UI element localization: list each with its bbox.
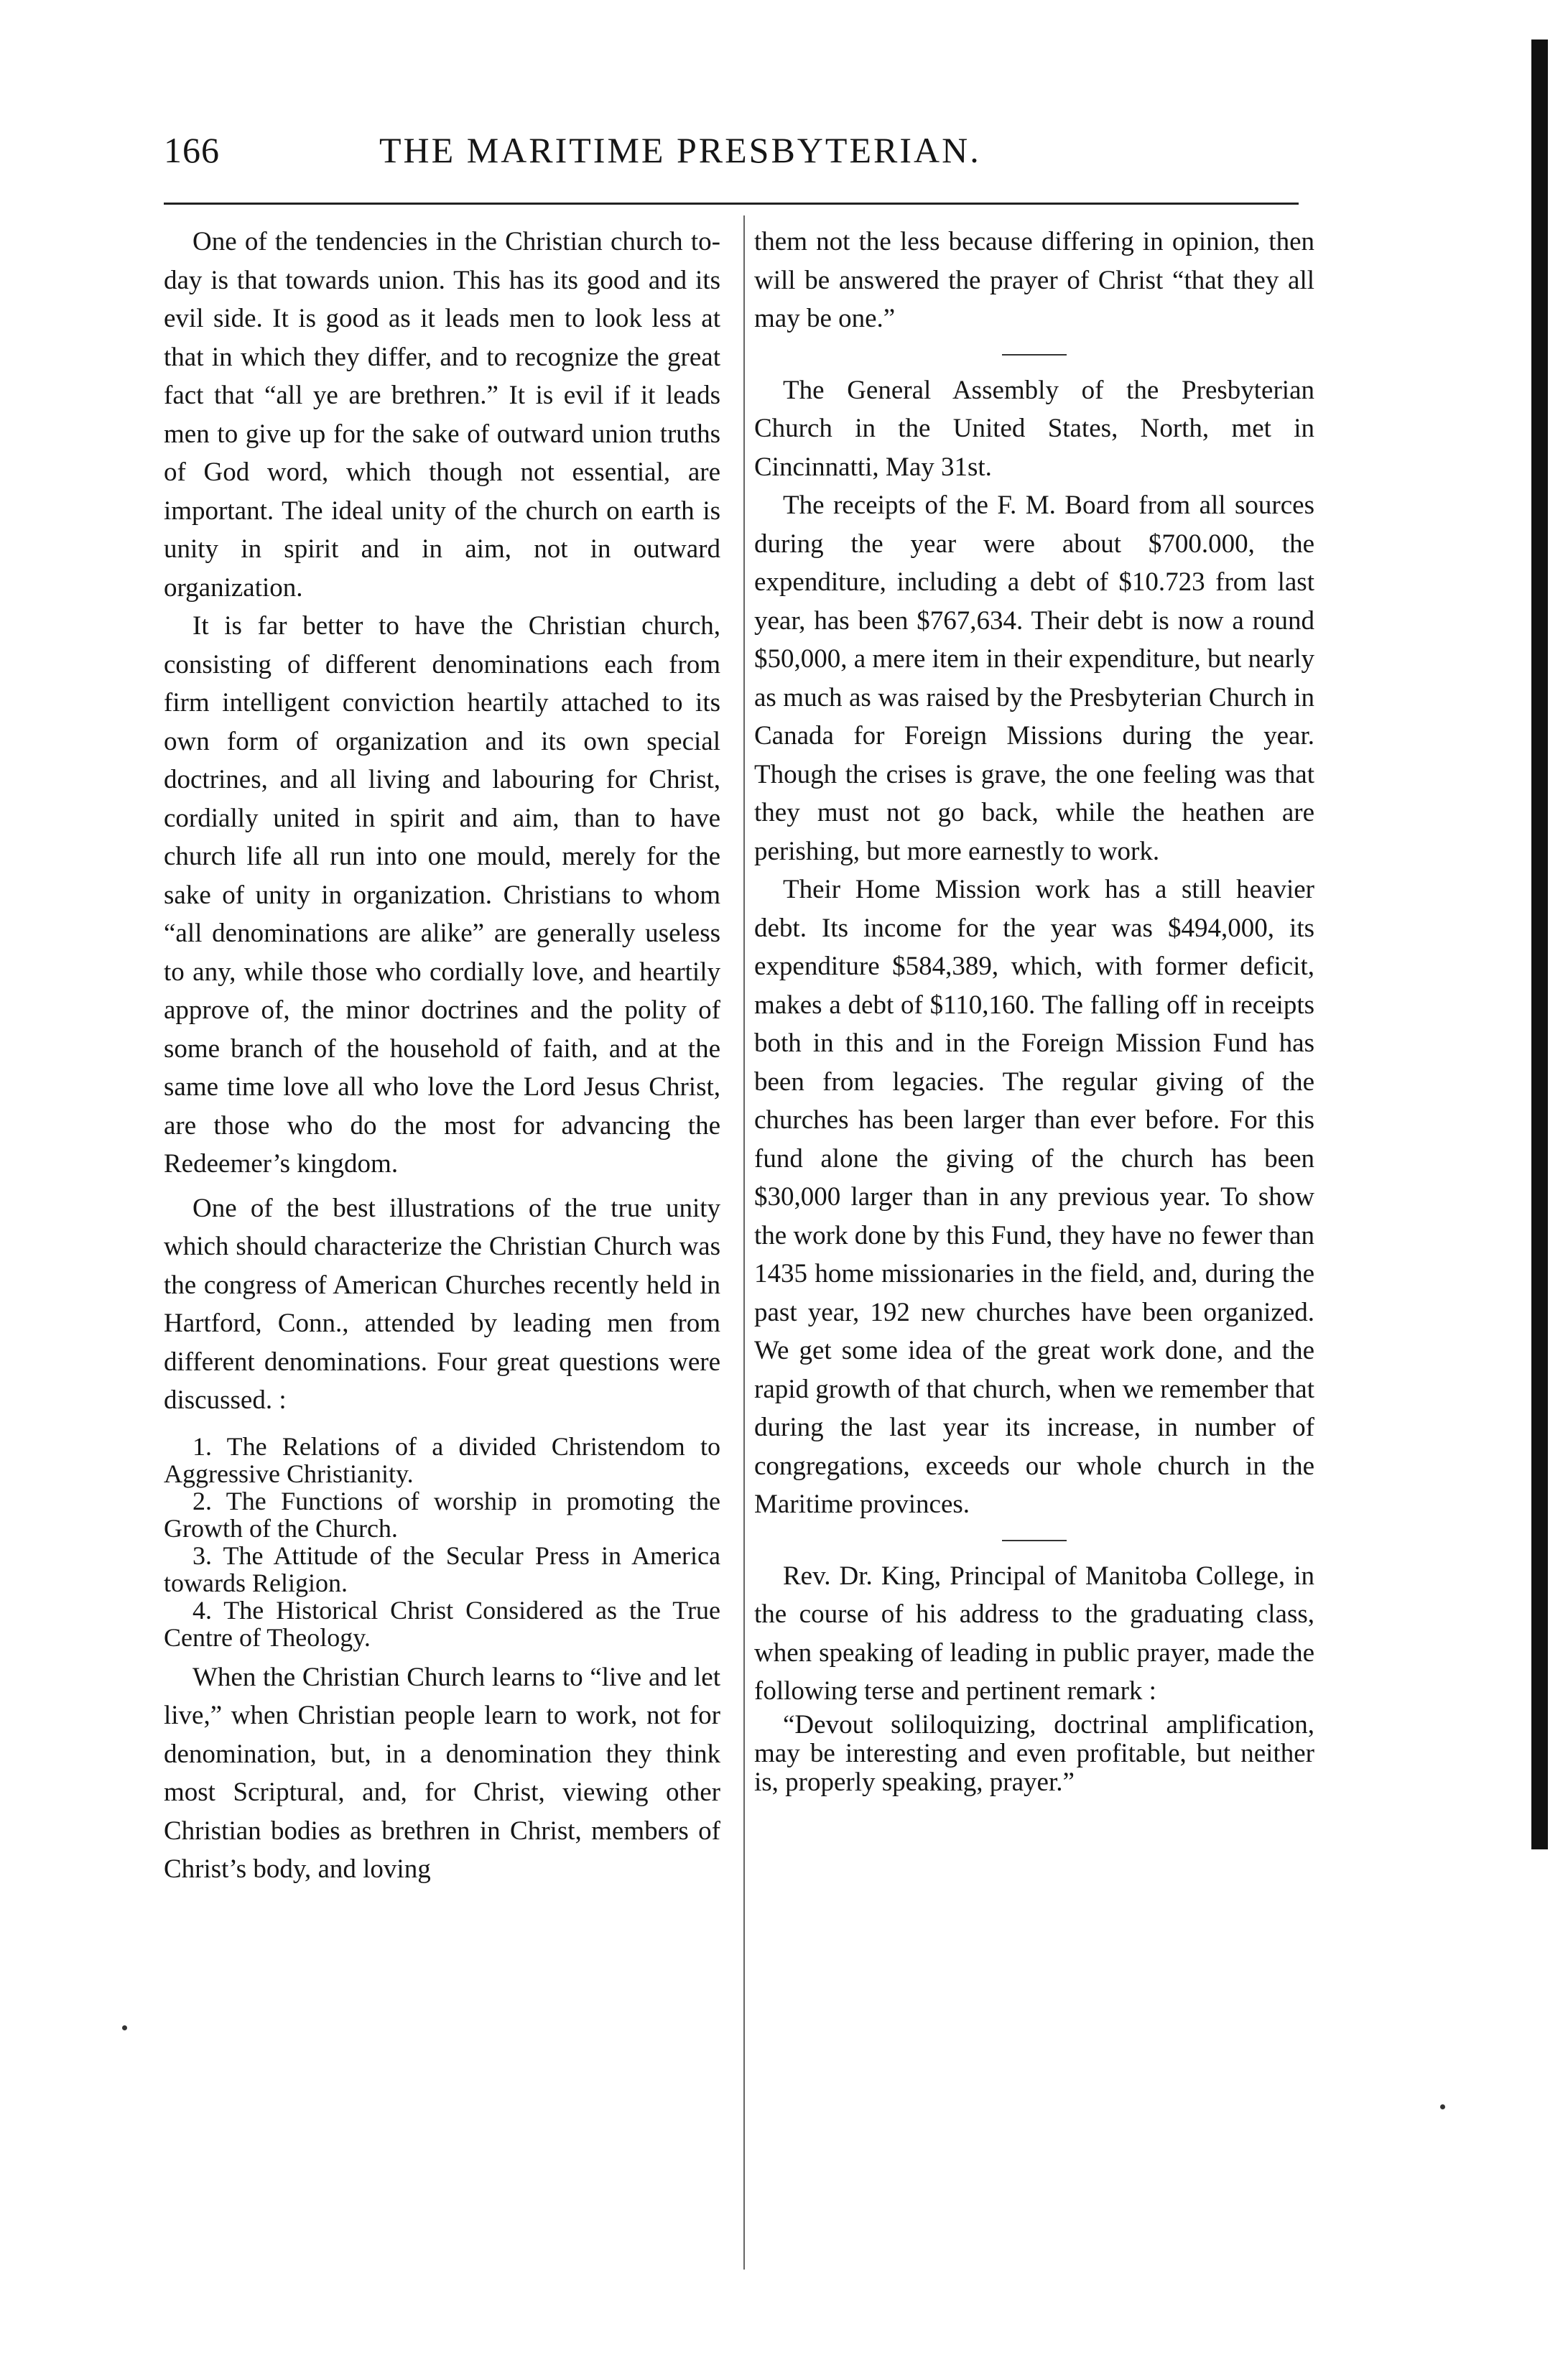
question-item: 1. The Relations of a divided Christendom to Aggressive Christianity. [164,1431,720,1488]
paragraph: The General Assembly of the Presbyterian Church in the United States, North, met in Cincinnatti, May 31st. [754,375,1314,482]
question-item: 4. The Historical Christ Considered as the True Centre of Theology. [164,1595,720,1652]
ink-speck [122,2025,127,2030]
quotation: “Devout soliloquizing, doctrinal amplification, may be interesting and even profitable, but neither is, properly speaking, prayer.” [754,1709,1314,1797]
paragraph: Their Home Mission work has a still heavier debt. Its income for the year was $494,000, its expenditure $584,389, which, with former deficit, makes a debt of $110,160. The falling off in receipts both in this and in the Foreign Mission Fund has been from legacies. The regular giving of the churches has been larger than ever before. For this fund alone the giving of the church has been $30,000 larger than in any previous year. To show the work done by this Fund, they have no fewer than 1435 home missionaries in the field, and, during the past year, 192 new churches have been organized. We get some idea of the great work done, and the rapid growth of that church, when we remember that during the last year its increase, in number of congregations, exceeds our whole church in the Maritime provinces. [754,875,1314,1519]
column-divider [743,215,745,2270]
paragraph: Rev. Dr. King, Principal of Manitoba College, in the course of his address to the graduating class, when speaking of leading in public prayer, made the following terse and pertinent remark : [754,1561,1314,1706]
section-rule [1002,1540,1067,1541]
page-edge-bar [1531,40,1548,1849]
running-title: THE MARITIME PRESBYTERIAN. [379,130,981,170]
paragraph: The receipts of the F. M. Board from all sources during the year were about $700.000, the expenditure, including a debt of $10.723 from last year, has been $767,634. Their debt is now a round $50,000, a mere item in their expenditure, but nearly as much as was raised by the Presbyterian Church in Canada for Foreign Missions during the year. Though the crises is grave, the one feeling was that they must not go back, while the heathen are perishing, but more earnestly to work. [754,491,1314,866]
page-number: 166 [164,130,220,170]
page-header [164,129,1306,194]
paragraph: One of the tendencies in the Christian church to-day is that towards union. This has its good and its evil side. It is good as it leads men to look less at that in which they differ, and to recognize the great fact that “all ye are brethren.” It is evil if it leads men to give up for the sake of outward union truths of God word, which though not essential, are important. The ideal unity of the church on earth is unity in spirit and in aim, not in outward organization. [164,227,720,603]
section-rule [1002,354,1067,356]
paragraph: them not the less because differing in opinion, then will be answered the prayer of Christ “that they all may be one.” [754,227,1314,333]
question-item: 3. The Attitude of the Secular Press in America towards Religion. [164,1541,720,1597]
left-column [164,223,720,1889]
header-rule [164,203,1299,205]
paragraph: One of the best illustrations of the true unity which should characterize the Christian Church was the congress of American Churches recently held in Hartford, Conn., attended by leading men from different denominations. Four great questions were discussed. : [164,1193,720,1415]
question-list [164,1433,720,1651]
question-item: 2. The Functions of worship in promoting the Growth of the Church. [164,1486,720,1543]
paragraph: It is far better to have the Christian church, consisting of different denominations each from firm intelligent conviction heartily attached to its own form of organization and its own special doctrines, and all living and labouring for Christ, cordially united in spirit and aim, than to have church life all run into one mould, merely for the sake of unity in organization. Christians to whom “all denominations are alike” are generally useless to any, while those who cordially love, and heartily approve of, the minor doctrines and the polity of some branch of the household of faith, and at the same time love all who love the Lord Jesus Christ, are those who do the most for advancing the Redeemer’s kingdom. [164,611,720,1179]
right-column [754,223,1314,1797]
paragraph: When the Christian Church learns to “live and let live,” when Christian people learn to work, not for denomination, but, in a denomination they think most Scriptural, and, for Christ, viewing other Christian bodies as brethren in Christ, members of Christ’s body, and loving [164,1662,720,1884]
ink-speck [1440,2104,1445,2109]
